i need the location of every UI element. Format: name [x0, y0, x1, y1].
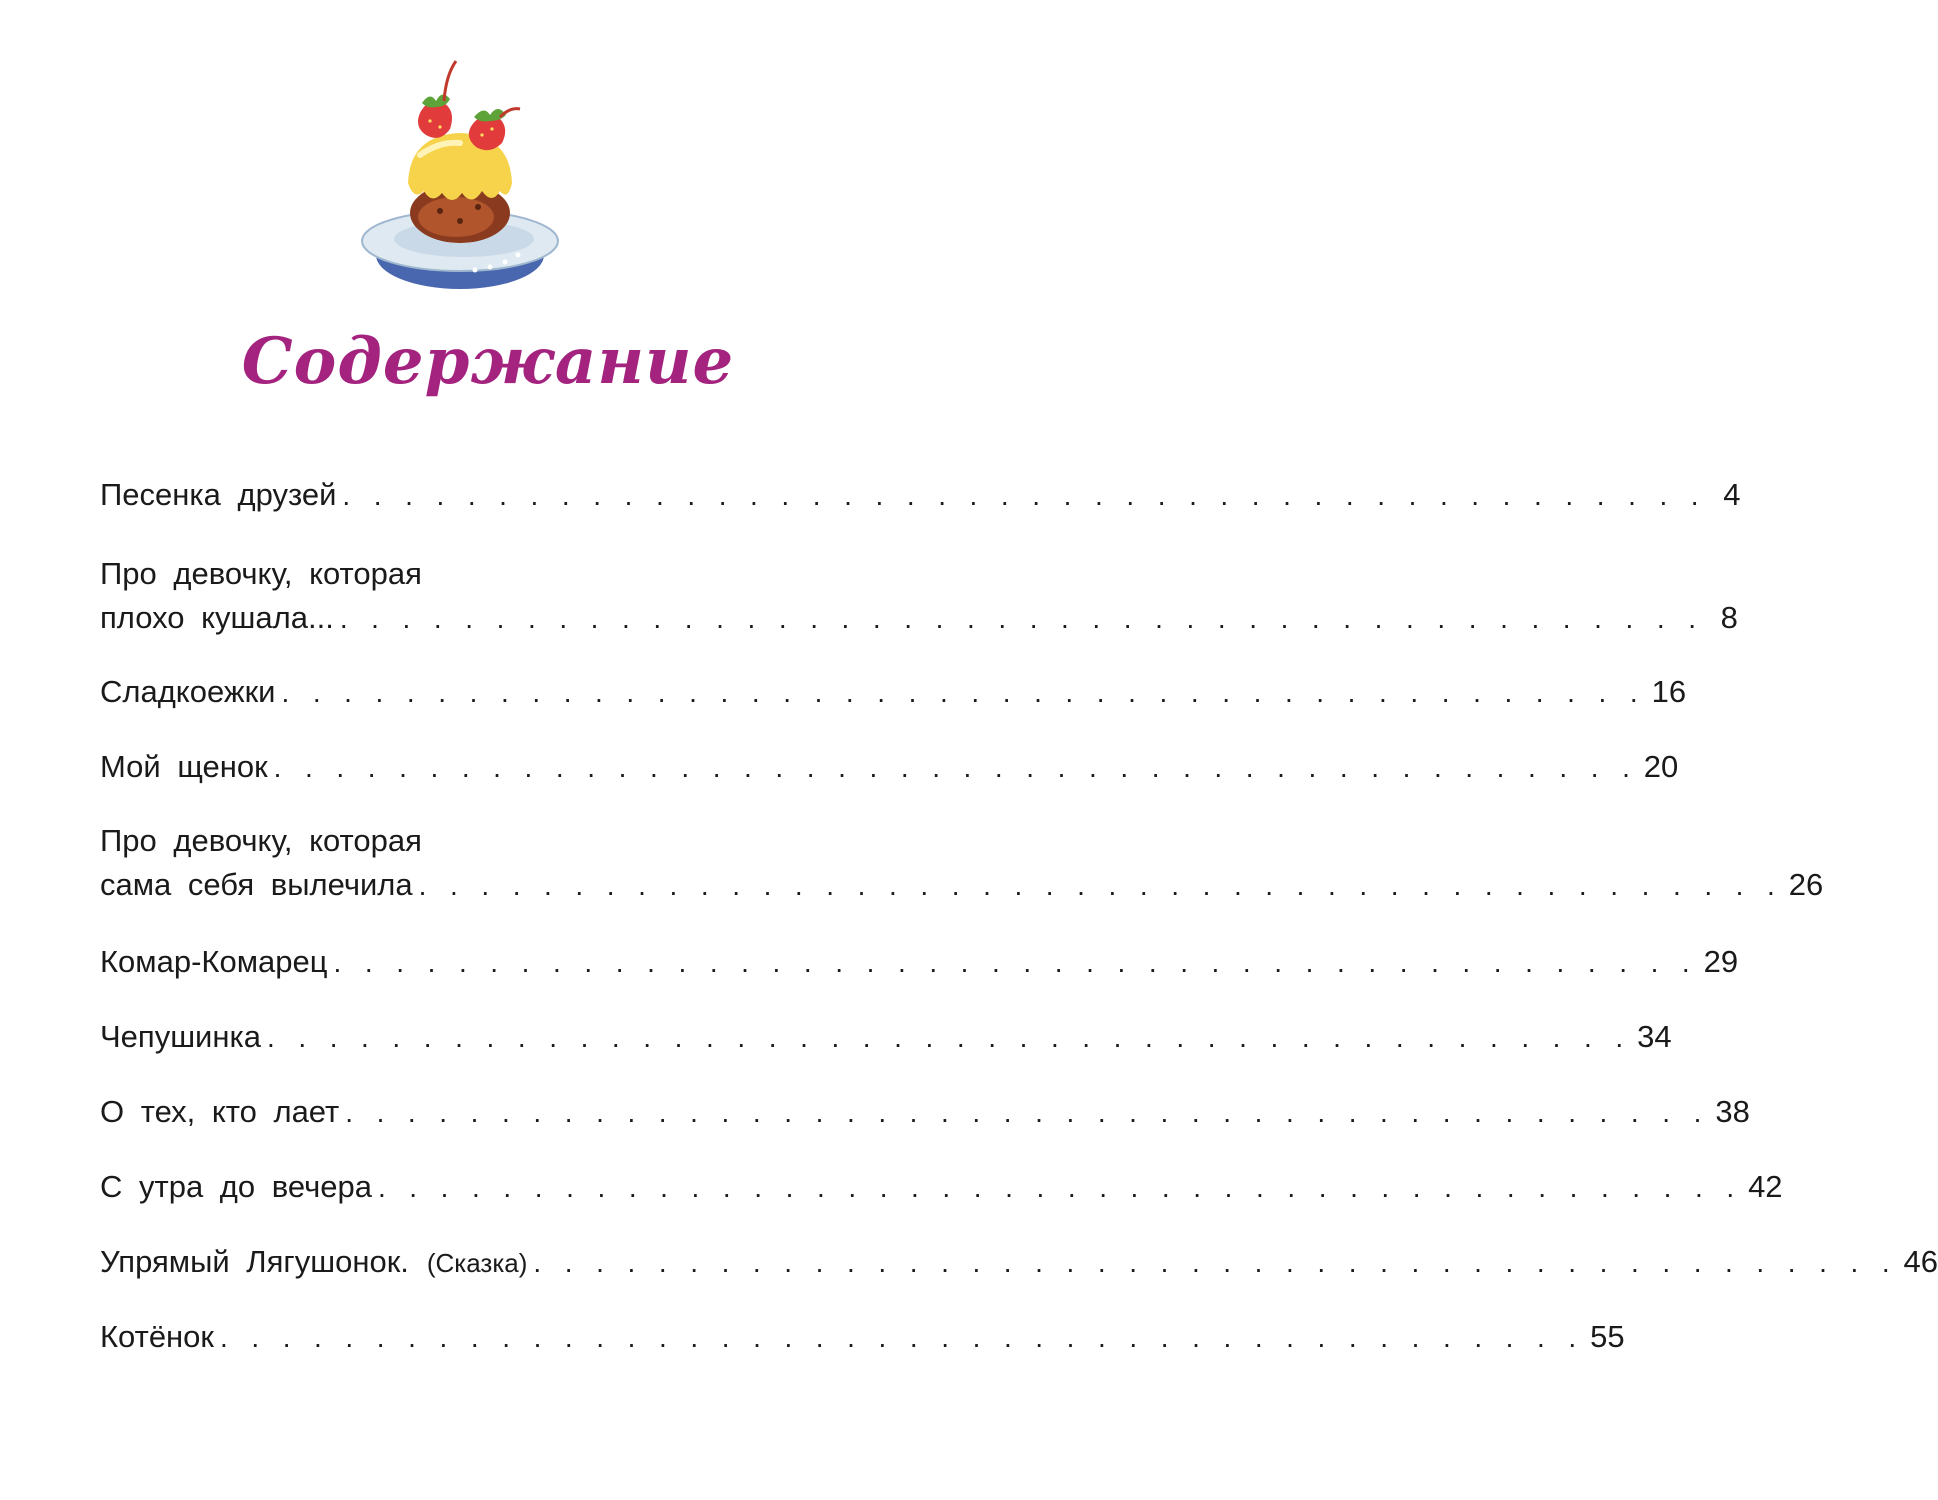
page-number: 55: [1590, 1319, 1625, 1354]
toc-title: сама себя вылечила: [100, 867, 413, 902]
page-title: Содержание: [241, 324, 735, 399]
page-number: 38: [1715, 1094, 1750, 1129]
toc-line: [100, 473, 1741, 517]
cake-on-plate-icon: [360, 55, 560, 300]
dot-leader: . . . . . . . . . . . . . . . . . . . . . . . . . . . . . . . . . . . . . . . . . . . .: [266, 1022, 1632, 1053]
toc-entry[interactable]: [100, 1315, 1625, 1359]
toc-entry[interactable]: [100, 819, 1824, 907]
dot-leader: . . . . . . . . . . . . . . . . . . . . . . . . . . . . . . . . . . . . . . . . . . . .: [533, 1247, 1898, 1278]
toc-line: [100, 863, 1824, 907]
dot-leader: . . . . . . . . . . . . . . . . . . . . . . . . . . . . . . . . . . . . . . . . . . . .: [345, 1097, 1710, 1128]
toc-title: Чепушинка: [100, 1019, 261, 1054]
toc-line: [100, 1315, 1625, 1359]
toc-title: Котёнок: [100, 1319, 214, 1354]
toc-entry[interactable]: [100, 1165, 1783, 1209]
toc-line: [100, 1015, 1672, 1059]
toc-title: Сладкоежки: [100, 674, 276, 709]
toc-title: Мой щенок: [100, 749, 268, 784]
page-number: 16: [1651, 674, 1687, 709]
toc-entry[interactable]: [100, 670, 1687, 714]
toc-line: [100, 1165, 1783, 1209]
dot-leader: . . . . . . . . . . . . . . . . . . . . . . . . . . . . . . . . . . . . . . . . . . . .: [339, 603, 1704, 634]
dot-leader: . . . . . . . . . . . . . . . . . . . . . . . . . . . . . . . . . . . . . . . . . . . .: [333, 947, 1698, 978]
page-number: 4: [1723, 477, 1741, 512]
toc-title: Упрямый Лягушонок.: [100, 1244, 409, 1279]
toc-entry[interactable]: [100, 1090, 1750, 1134]
toc-title: Комар-Комарец: [100, 944, 328, 979]
toc-line: [100, 940, 1739, 984]
toc-title: С утра до вечера: [100, 1169, 372, 1204]
dot-leader: . . . . . . . . . . . . . . . . . . . . . . . . . . . . . . . . . . . . . . . . . . . .: [342, 480, 1707, 511]
toc-entry[interactable]: [100, 940, 1739, 984]
toc-note: (Сказка): [426, 1248, 528, 1278]
toc-title: Песенка друзей: [100, 477, 337, 512]
toc-line: [100, 1240, 1938, 1284]
toc-entry[interactable]: [100, 1240, 1938, 1284]
toc-title: Про девочку, которая: [100, 556, 422, 591]
dot-leader: . . . . . . . . . . . . . . . . . . . . . . . . . . . . . . . . . . . . . . . . . . . .: [418, 870, 1783, 901]
toc-entry[interactable]: [100, 552, 1738, 640]
dot-leader: . . . . . . . . . . . . . . . . . . . . . . . . . . . . . . . . . . . . . . . . . . . .: [281, 677, 1646, 708]
toc-line: [100, 552, 852, 596]
page-number: 34: [1637, 1019, 1672, 1054]
toc-line: [100, 670, 1687, 714]
toc-entry[interactable]: [100, 745, 1679, 789]
page-number: 20: [1643, 749, 1679, 784]
dot-leader: . . . . . . . . . . . . . . . . . . . . . . . . . . . . . . . . . . . . . . . . . . . .: [273, 752, 1638, 783]
toc-line: [100, 745, 1679, 789]
toc-line: [100, 819, 852, 863]
dot-leader: . . . . . . . . . . . . . . . . . . . . . . . . . . . . . . . . . . . . . . . . . . . .: [219, 1322, 1585, 1353]
dot-leader: . . . . . . . . . . . . . . . . . . . . . . . . . . . . . . . . . . . . . . . . . . . .: [377, 1172, 1743, 1203]
page-number: 26: [1788, 867, 1824, 902]
page-number: 42: [1748, 1169, 1783, 1204]
toc-title: О тех, кто лает: [100, 1094, 340, 1129]
toc-line: [100, 596, 1738, 640]
toc-entry[interactable]: [100, 473, 1741, 517]
toc-title: Про девочку, которая: [100, 823, 422, 858]
toc-line: [100, 1090, 1750, 1134]
page-number: 29: [1703, 944, 1739, 979]
toc-title: плохо кушала...: [100, 600, 334, 635]
page-number: 46: [1903, 1244, 1938, 1279]
page-number: 8: [1720, 600, 1738, 635]
toc-entry[interactable]: [100, 1015, 1672, 1059]
